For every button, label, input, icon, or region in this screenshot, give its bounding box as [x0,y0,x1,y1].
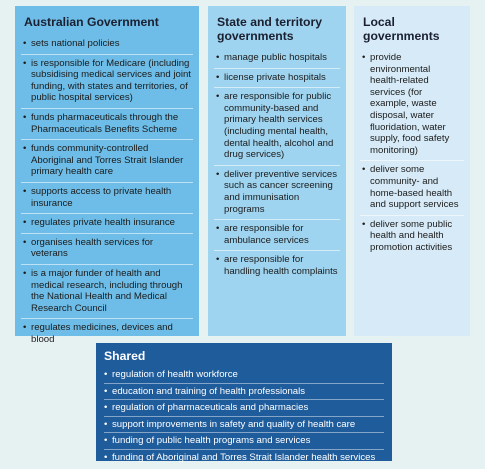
shared-item: • regulation of pharmaceuticals and pharmacies [104,400,384,417]
state-territory-panel [208,6,346,336]
local-item: • deliver some community- and home-based health and support services [360,161,464,215]
federal-item: • regulates medicines, devices and blood [21,319,193,349]
shared-item: • regulation of health workforce [104,367,384,384]
federal-item: • funds community-controlled Aboriginal and Torres Strait Islander primary health care [21,140,193,183]
local-item: • provide environmental health-related services (for example, waste disposal, water fluoridation, water supply, food safety monitoring) [360,49,464,161]
australian-government-list [21,35,193,349]
state-item: • are responsible for ambulance services [214,220,340,251]
state-item: • deliver preventive services such as cancer screening and immunisation programs [214,166,340,220]
shared-panel [96,343,392,461]
state-item: • are responsible for handling health complaints [214,251,340,281]
australian-government-title: Australian Government [24,15,159,29]
shared-item: • funding of public health programs and services [104,433,384,450]
state-territory-list [214,49,340,282]
local-governments-list [360,49,464,258]
shared-list [104,367,384,466]
shared-item: • education and training of health professionals [104,384,384,401]
federal-item: • is responsible for Medicare (including subsidising medical services and joint funding, with states and territories, of public hospital services) [21,55,193,109]
state-territory-title: State and territory governments [217,15,322,43]
federal-item: • is a major funder of health and medical research, including through the National Health and Medical Research Council [21,265,193,319]
shared-item: • support improvements in safety and quality of health care [104,417,384,434]
local-governments-title: Local governments [363,15,440,43]
federal-item: • regulates private health insurance [21,214,193,234]
state-item: • are responsible for public community-based and primary health services (including mental health, dental health, alcohol and drug services) [214,88,340,166]
federal-item: • organises health services for veterans [21,234,193,265]
shared-item: • funding of Aboriginal and Torres Strait Islander health services [104,450,384,466]
federal-item: • sets national policies [21,35,193,55]
federal-item: • funds pharmaceuticals through the Pharmaceuticals Benefits Scheme [21,109,193,140]
local-governments-panel [354,6,470,336]
australian-government-panel [15,6,199,345]
shared-title: Shared [104,349,146,363]
state-item: • manage public hospitals [214,49,340,69]
state-item: • license private hospitals [214,69,340,89]
federal-item: • supports access to private health insurance [21,183,193,214]
local-item: • deliver some public health and health promotion activities [360,216,464,258]
